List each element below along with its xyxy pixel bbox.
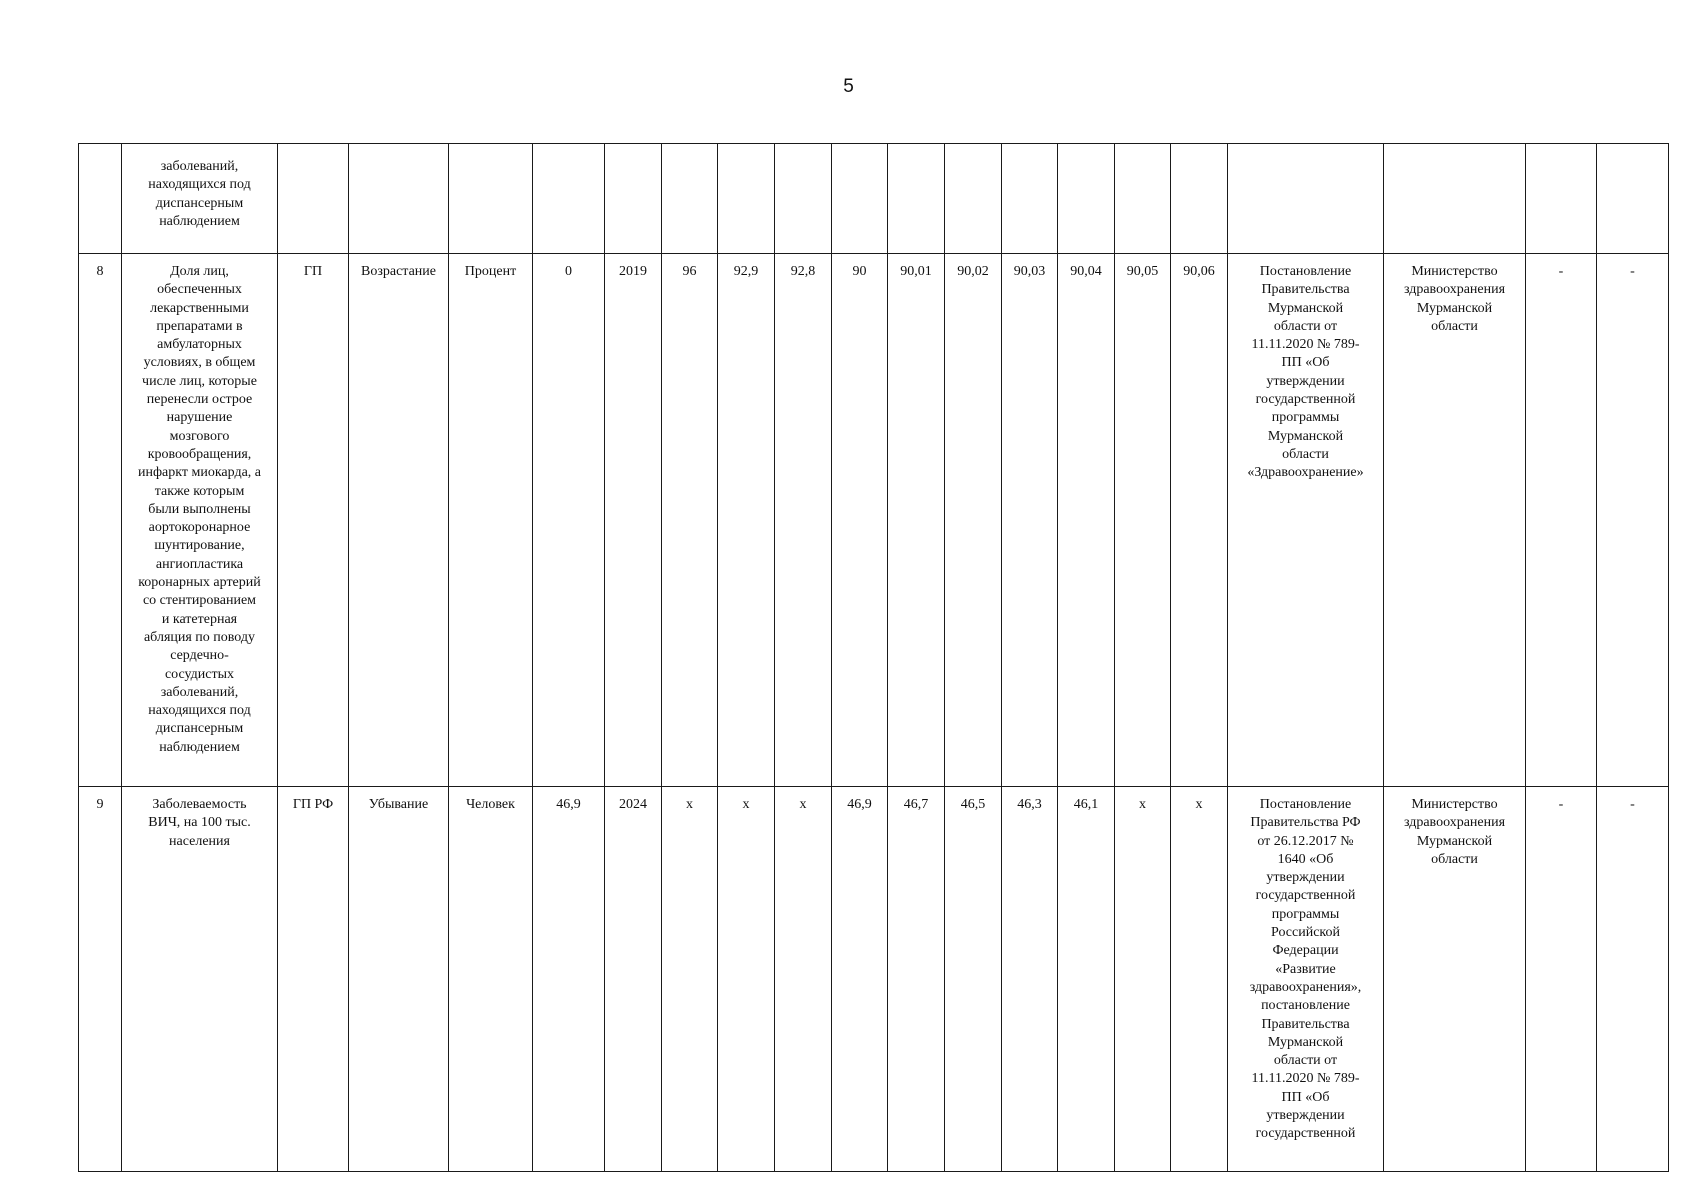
cell-value — [945, 144, 1002, 254]
cell-value — [1002, 144, 1058, 254]
cell-value — [1058, 144, 1115, 254]
cell-document — [1228, 144, 1384, 254]
cell-level — [278, 144, 349, 254]
cell-trend: Убывание — [349, 787, 449, 1172]
cell-value — [888, 144, 945, 254]
cell-value: 92,9 — [718, 254, 775, 787]
cell-indicator-name: Доля лиц, обеспеченных лекарственными препаратами в амбулаторных условиях, в общем числе лиц, которые перенесли острое нарушение мозгового кровообращения, инфаркт миокарда, а также которым были выполнены аортокоронарное шунтирование, ангиопластика коронарных артерий со стентированием и катетерная абляция по поводу сердечно- сосудистых заболеваний, находящихся под диспансерным наблюдением — [122, 254, 278, 787]
page-number: 5 — [843, 76, 854, 97]
cell-num: 8 — [79, 254, 122, 787]
cell-unit: Процент — [449, 254, 533, 787]
cell-value — [1115, 144, 1171, 254]
cell-value — [775, 144, 832, 254]
cell-value: 90,04 — [1058, 254, 1115, 787]
table-row — [79, 144, 1669, 254]
cell-value: х — [718, 787, 775, 1172]
cell-value: х — [1115, 787, 1171, 1172]
cell-value — [718, 144, 775, 254]
cell-extra: - — [1526, 254, 1597, 787]
cell-base-value: 0 — [533, 254, 605, 787]
cell-document: Постановление Правительства Мурманской области от 11.11.2020 № 789- ПП «Об утверждении государственной программы Мурманской области «Здравоохранение» — [1228, 254, 1384, 787]
cell-value: 90,01 — [888, 254, 945, 787]
cell-value: х — [775, 787, 832, 1172]
cell-trend: Возрастание — [349, 254, 449, 787]
cell-value: 46,5 — [945, 787, 1002, 1172]
cell-extra — [1597, 144, 1669, 254]
cell-extra — [1526, 144, 1597, 254]
cell-responsible: Министерство здравоохранения Мурманской области — [1384, 787, 1526, 1172]
cell-value: х — [662, 787, 718, 1172]
cell-responsible — [1384, 144, 1526, 254]
cell-base-year: 2024 — [605, 787, 662, 1172]
cell-num — [79, 144, 122, 254]
cell-value: х — [1171, 787, 1228, 1172]
table-row — [79, 787, 1669, 1172]
cell-base-value: 46,9 — [533, 787, 605, 1172]
cell-value — [1171, 144, 1228, 254]
cell-document: Постановление Правительства РФ от 26.12.2017 № 1640 «Об утверждении государственной программы Российской Федерации «Развитие здравоохранения», постановление Правительства Мурманской области от 11.11.2020 № 789- ПП «Об утверждении государственной — [1228, 787, 1384, 1172]
cell-value: 90,06 — [1171, 254, 1228, 787]
cell-unit — [449, 144, 533, 254]
cell-value: 90,05 — [1115, 254, 1171, 787]
cell-value — [662, 144, 718, 254]
cell-unit: Человек — [449, 787, 533, 1172]
cell-base-year — [605, 144, 662, 254]
cell-value: 96 — [662, 254, 718, 787]
cell-extra: - — [1597, 787, 1669, 1172]
cell-value: 90 — [832, 254, 888, 787]
cell-base-value — [533, 144, 605, 254]
cell-extra: - — [1597, 254, 1669, 787]
cell-value: 92,8 — [775, 254, 832, 787]
cell-num: 9 — [79, 787, 122, 1172]
cell-base-year: 2019 — [605, 254, 662, 787]
cell-level: ГП — [278, 254, 349, 787]
cell-value: 90,03 — [1002, 254, 1058, 787]
cell-value: 90,02 — [945, 254, 1002, 787]
cell-level: ГП РФ — [278, 787, 349, 1172]
cell-extra: - — [1526, 787, 1597, 1172]
cell-value: 46,1 — [1058, 787, 1115, 1172]
cell-indicator-name: Заболеваемость ВИЧ, на 100 тыс. населения — [122, 787, 278, 1172]
cell-value: 46,3 — [1002, 787, 1058, 1172]
cell-value: 46,7 — [888, 787, 945, 1172]
cell-trend — [349, 144, 449, 254]
table-row — [79, 254, 1669, 787]
indicators-table — [78, 143, 1669, 1172]
cell-responsible: Министерство здравоохранения Мурманской области — [1384, 254, 1526, 787]
cell-indicator-name: заболеваний, находящихся под диспансерным наблюдением — [122, 144, 278, 254]
cell-value — [832, 144, 888, 254]
cell-value: 46,9 — [832, 787, 888, 1172]
